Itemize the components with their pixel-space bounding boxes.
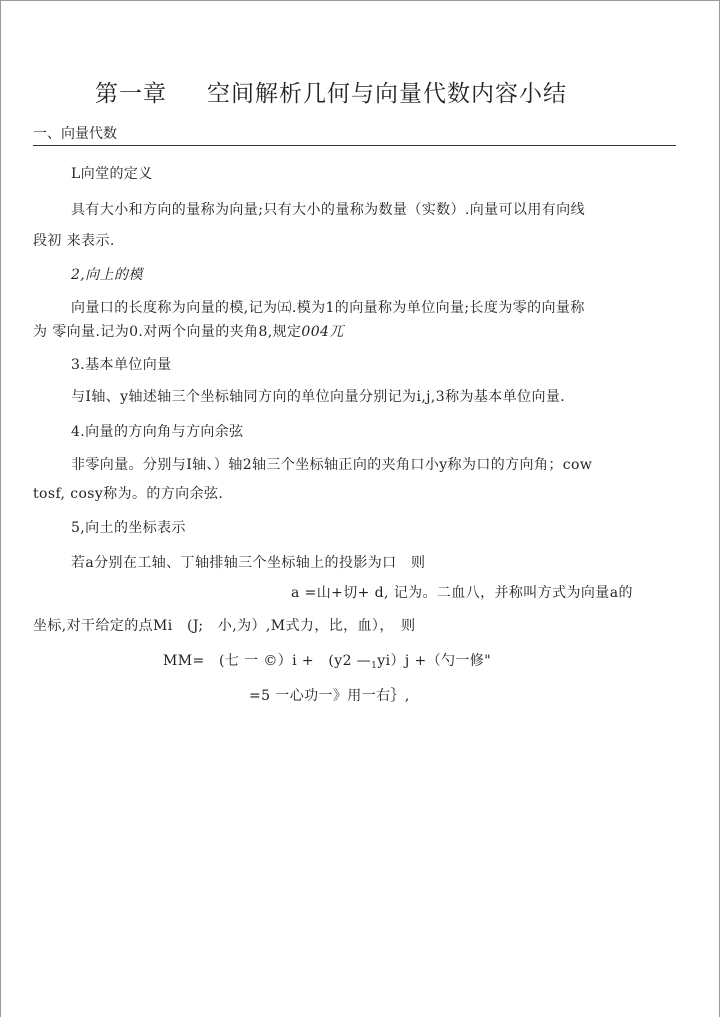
page-border-left [0, 0, 1, 1017]
chapter-number: 第一章 [95, 81, 167, 107]
chapter-title-text: 空间解析几何与向量代数内容小结 [207, 81, 567, 107]
item2-text-line1: 向量口的长度称为向量的模,记为㈤.模为1的向量称为单位向量;长度为零的向量称 [71, 300, 585, 316]
item1-heading: L向堂的定义 [71, 166, 153, 182]
section-heading-vector-algebra: 一、向量代数 [33, 126, 117, 142]
vector-coordinate-formula [163, 651, 491, 676]
item4-text-line2: tosf, cosy称为。的方向余弦. [33, 486, 224, 502]
angle-range-formula: 004兀 [301, 324, 344, 340]
item4-heading: 4.向量的方向角与方向余弦 [71, 424, 244, 440]
section-divider [33, 145, 676, 146]
vector-coordinate-formula-line2: =5 一心功一》用一右｝, [249, 688, 410, 704]
formula-part-b: yi）j +（勺一修" [377, 653, 492, 669]
item2-heading: 2,向上的模 [71, 267, 143, 283]
item5-text-line2: a =山+切+ d, 记为。二血八，并称叫方式为向量a的 [291, 585, 633, 601]
item2-text-line2 [33, 322, 344, 342]
page-border-top [0, 0, 720, 1]
item5-text-line1: 若a分别在工轴、丁轴排轴三个坐标轴上的投影为口 则 [71, 555, 426, 571]
formula-subscript: 1 [371, 661, 378, 671]
item5-text-line3: 坐标,对干给定的点Mi (J; 小,为）,M式力，比，血）， 则 [33, 618, 416, 634]
item1-text-line1: 具有大小和方向的量称为向量;只有大小的量称为数量（实数）.向量可以用有向线 [71, 202, 585, 218]
item1-text-line2: 段初 来表示. [33, 233, 115, 249]
item5-heading: 5,向土的坐标表示 [71, 520, 186, 536]
formula-part-a: MM= (七 一 ©）i + (y2 — [163, 653, 372, 669]
chapter-title [95, 78, 567, 110]
item2-text-line2-main: 为 零向量.记为0.对两个向量的夹角8,规定 [33, 324, 302, 340]
item3-text-line1: 与I轴、y轴述轴三个坐标轴同方向的单位向量分别记为i,j,3称为基本单位向量. [71, 389, 566, 405]
item3-heading: 3.基本单位向量 [71, 357, 172, 373]
item4-text-line1: 非零向量。分别与I轴、）轴2轴三个坐标轴正向的夹角口小y称为口的方向角；cow [71, 457, 593, 473]
